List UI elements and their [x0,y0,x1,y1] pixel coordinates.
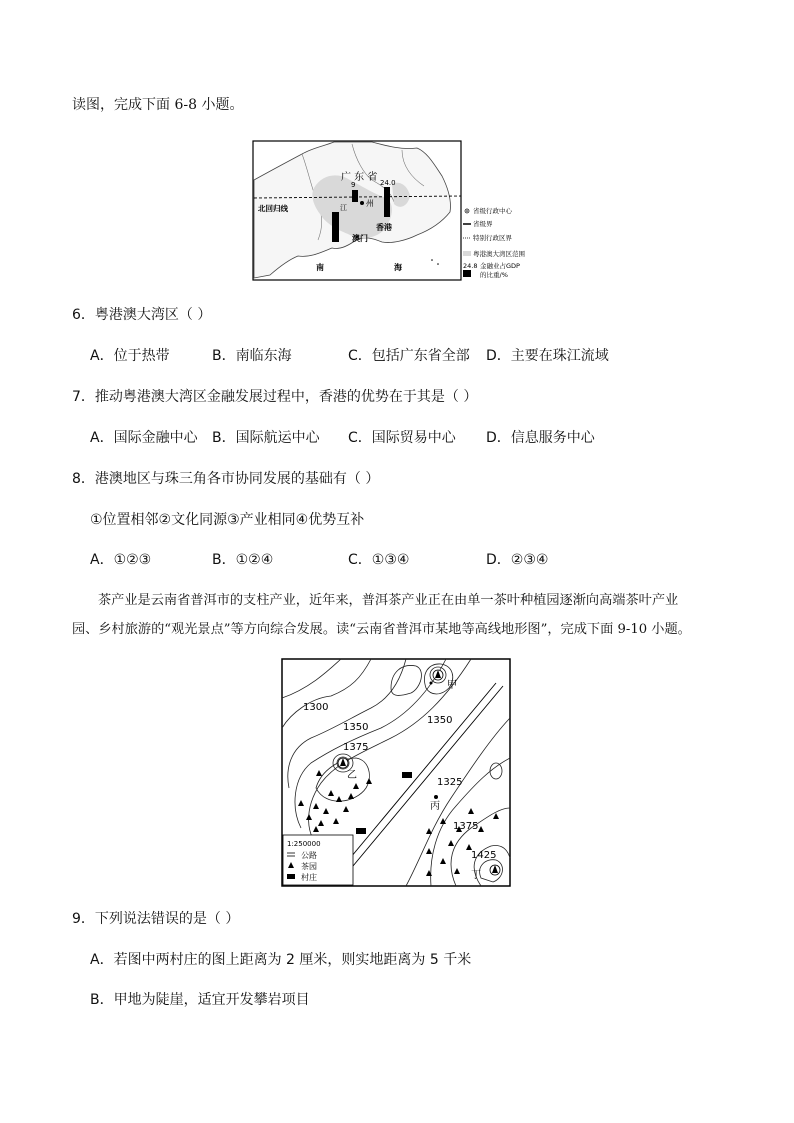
q8-option-d[interactable]: D．②③④ [486,552,549,568]
place-ding: 丁 [471,870,481,881]
village-1 [402,772,412,778]
label-sea: 海 [394,263,402,272]
contour-1350-right: 1350 [427,715,453,726]
label-bar-24: 24.0 [380,179,396,187]
legend-tea: 茶园 [301,862,317,871]
label-hongkong: 香港 [376,223,392,232]
q9-stem: 9．下列说法错误的是（ ） [72,911,240,927]
contour-1375-right: 1375 [453,821,479,832]
contour-1300: 1300 [303,702,329,713]
finance-bar-24 [384,187,390,217]
q6-option-b[interactable]: B．南临东海 [212,348,292,364]
legend-village: 村庄 [301,873,317,882]
gba-map [252,140,552,282]
q6-option-d[interactable]: D．主要在珠江流域 [486,348,609,364]
contour-map [281,658,511,888]
finance-bar-3 [332,212,339,242]
legend-capital: 省级行政中心 [473,207,512,215]
q6-stem: 6．粤港澳大湾区（ ） [72,307,212,323]
place-yi: 乙 [347,770,357,781]
summit-yi [338,758,348,768]
label-guangzhou: 州 [366,199,374,208]
q7-option-a[interactable]: A．国际金融中心 [90,430,198,446]
label-bar-9: 9 [351,181,356,189]
intro-text-1: 读图，完成下面 6-8 小题。 [72,97,244,113]
legend-sar-border: 特别行政区界 [473,234,512,242]
summit-jia [433,670,443,680]
finance-bar-9 [352,190,358,202]
legend-finance-label1: 金融业占GDP [480,262,520,270]
label-south: 南 [316,263,324,272]
q7-stem: 7．推动粤港澳大湾区金融发展过程中，香港的优势在于其是（ ） [72,389,478,405]
legend-prov-border: 省级界 [473,220,493,228]
label-province: 广 东 省 [341,172,378,183]
contour-1325: 1325 [437,777,463,788]
legend-finance-label2: 的比重/% [480,271,508,279]
q9-option-b[interactable]: B．甲地为陡崖，适宜开发攀岩项目 [90,992,310,1008]
q6-option-c[interactable]: C．包括广东省全部 [348,348,470,364]
place-jia: 甲 [447,680,457,691]
q8-stem: 8．港澳地区与珠三角各市协同发展的基础有（ ） [72,471,380,487]
legend-scale: 1:250000 [287,840,321,848]
label-tropic: 北回归线 [258,204,288,213]
q9-option-a[interactable]: A．若图中两村庄的图上距离为 2 厘米，则实地距离为 5 千米 [90,952,472,968]
q8-option-c[interactable]: C．①③④ [348,552,410,568]
contour-1375-left: 1375 [343,742,369,753]
q7-option-b[interactable]: B．国际航运中心 [212,430,320,446]
contour-1425: 1425 [471,850,497,861]
legend-road: 公路 [301,851,317,860]
legend-finance-value: 24.8 [463,262,478,270]
label-jiang: 江 [340,204,347,212]
q7-option-c[interactable]: C．国际贸易中心 [348,430,456,446]
intro-text-2-line2: 园、乡村旅游的“观光景点”等方向综合发展。读“云南省普洱市某地等高线地形图”，完成下面 9-10 小题。 [72,622,691,637]
q8-option-b[interactable]: B．①②④ [212,552,274,568]
legend-gba: 粤港澳大湾区范围 [473,250,525,258]
q8-items: ①位置相邻②文化同源③产业相同④优势互补 [90,512,365,528]
intro-text-2-line1: 茶产业是云南省普洱市的支柱产业，近年来，普洱茶产业正在由单一茶叶种植园逐渐向高端茶叶产业 [98,593,679,608]
contour-1350-left: 1350 [343,722,369,733]
q7-option-d[interactable]: D．信息服务中心 [486,430,595,446]
village-2 [356,828,366,834]
label-macau: 澳门 [352,234,368,243]
place-bing: 丙 [430,801,440,812]
q6-option-a[interactable]: A．位于热带 [90,348,170,364]
q8-option-a[interactable]: A．①②③ [90,552,152,568]
summit-ding [490,865,500,875]
